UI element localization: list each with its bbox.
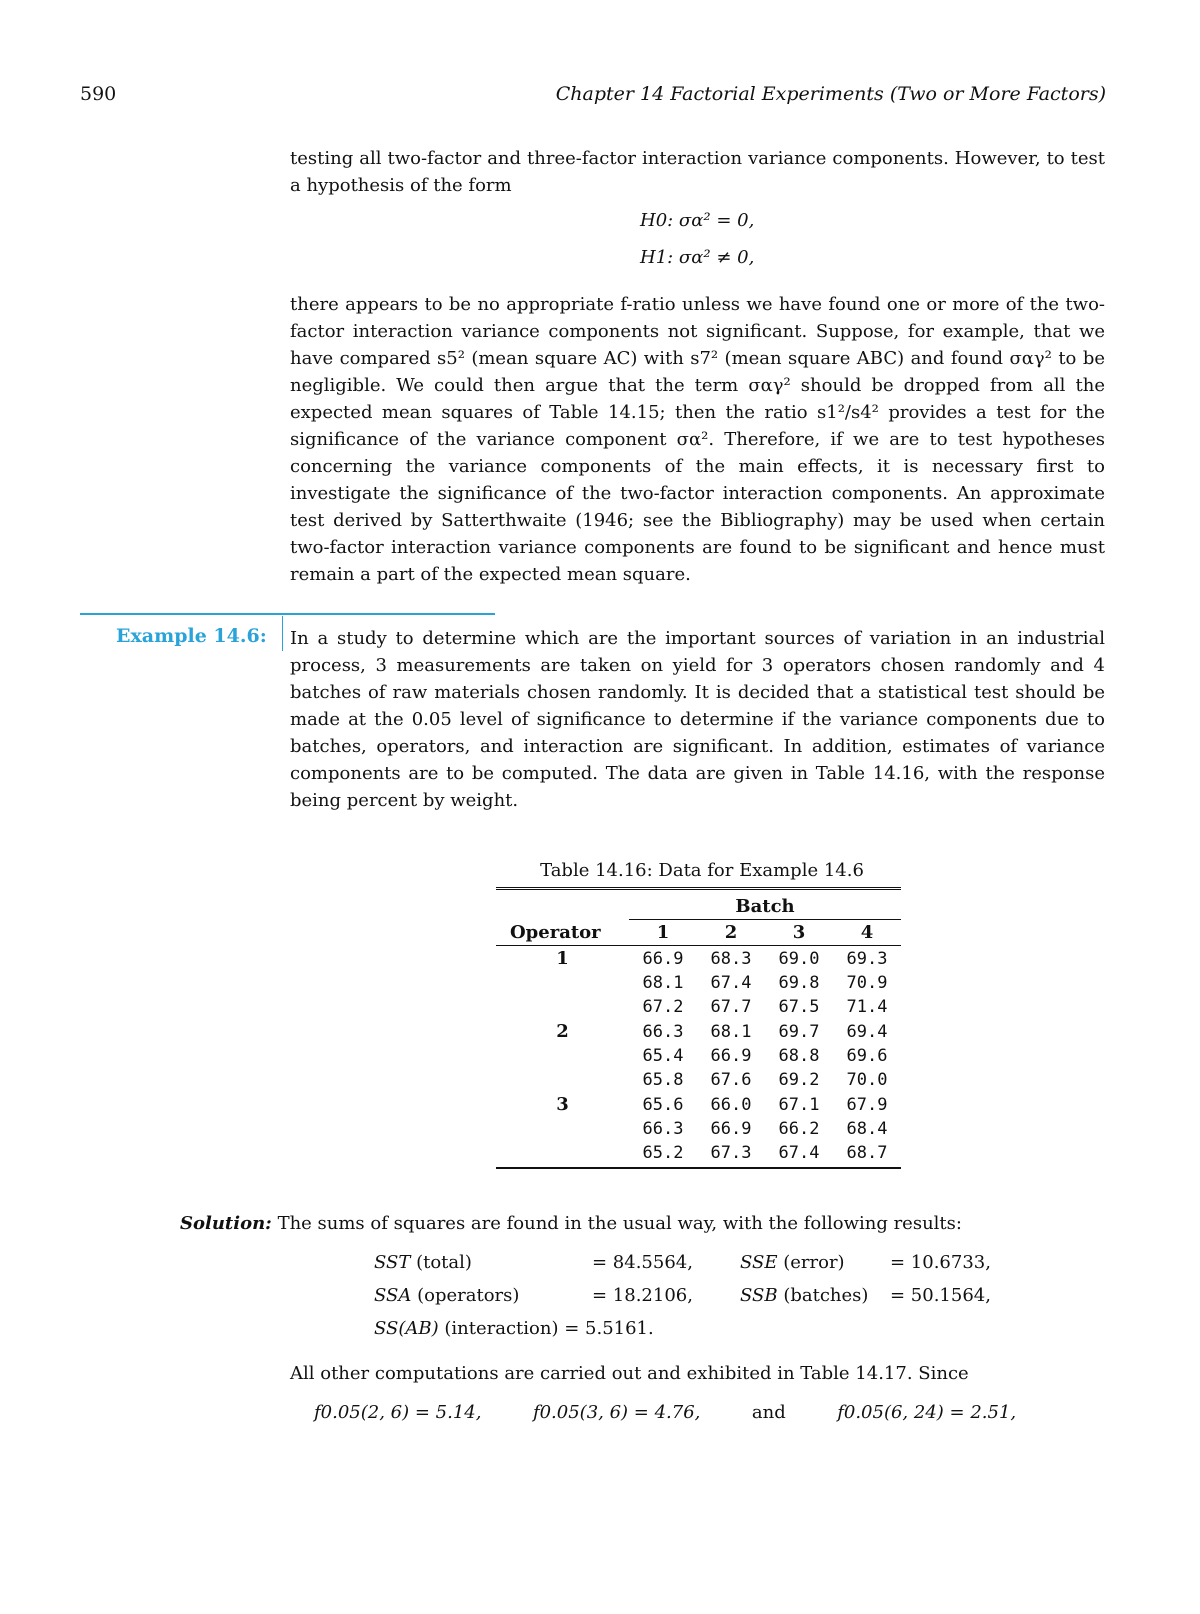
ss-total-desc: (total) <box>416 1252 472 1273</box>
table-cell: 69.4 <box>846 1021 888 1042</box>
ss-total-name: SST <box>374 1252 411 1273</box>
table-cell: 68.7 <box>833 1141 901 1168</box>
table-row <box>496 1068 901 1092</box>
table-cell: 67.4 <box>765 1141 833 1168</box>
ss-error <box>740 1252 845 1273</box>
table-cell: 67.3 <box>697 1141 765 1168</box>
table-cell: 66.2 <box>778 1119 820 1139</box>
ss-operators-value: = 18.2106, <box>592 1285 693 1306</box>
table-cell: 67.9 <box>846 1094 888 1115</box>
table-cell: 69.3 <box>846 948 888 969</box>
table-cell: 68.8 <box>778 1046 820 1066</box>
ss-error-desc: (error) <box>783 1252 845 1273</box>
alternative-hypothesis: H1: σα² ≠ 0, <box>640 247 755 268</box>
f-value-2: f0.05(3, 6) = 4.76, <box>532 1402 701 1423</box>
solution-label: Solution: <box>180 1213 272 1234</box>
table-row <box>496 995 901 1019</box>
table-row <box>496 1044 901 1068</box>
table-cell: 70.9 <box>846 973 888 993</box>
ss-total-value: = 84.5564, <box>592 1252 693 1273</box>
table-cell: 67.4 <box>710 973 752 993</box>
ss-batches <box>740 1285 868 1306</box>
solution-line <box>180 1213 962 1234</box>
variance-paragraph: there appears to be no appropriate f-ratio unless we have found one or more of the two-factor interaction variance components not significant. Suppose, for example, that we have compared s5² (mean square AC) with s7² (mean square ABC) and found σαγ² to be negligible. We could then argue that the term σαγ² should be dropped from all the expected mean squares of Table 14.15; then the ratio s1²/s4² provides a test for the significance of the variance component σα². Therefore, if we are to test hypotheses concerning the variance components of the main effects, it is necessary first to investigate the significance of the two-factor interaction components. An approximate test derived by Satterthwaite (1946; see the Bibliography) may be used when certain two-factor interaction variance components are found to be significant and hence must remain a part of the expected mean square. <box>290 294 1105 585</box>
operator-cell: 3 <box>556 1094 569 1115</box>
table-cell: 66.9 <box>710 1046 752 1066</box>
intro-paragraph: testing all two-factor and three-factor interaction variance components. However, to test a hypothesis of the form <box>290 148 1105 196</box>
table-cell: 66.9 <box>710 1119 752 1139</box>
example-divider <box>80 613 495 615</box>
page-number: 590 <box>80 83 117 105</box>
and-word: and <box>751 1402 786 1423</box>
example-marker-line <box>282 616 283 651</box>
solution-text: The sums of squares are found in the usual way, with the following results: <box>277 1213 962 1234</box>
table-row <box>496 1019 901 1044</box>
f-value-3: f0.05(6, 24) = 2.51, <box>837 1402 1017 1423</box>
table-cell: 65.2 <box>629 1141 697 1168</box>
batch-col-2: 2 <box>697 920 765 946</box>
table-cell: 69.7 <box>778 1021 820 1042</box>
ss-operators <box>374 1285 519 1306</box>
table-row <box>496 971 901 995</box>
table-cell: 69.0 <box>778 948 820 969</box>
table-cell: 67.7 <box>710 997 752 1017</box>
table-caption: Table 14.16: Data for Example 14.6 <box>540 860 864 881</box>
running-head: Chapter 14 Factorial Experiments (Two or More Factors) <box>555 83 1106 105</box>
table-row <box>496 1092 901 1117</box>
table-cell: 71.4 <box>846 997 888 1017</box>
table-row <box>496 1117 901 1141</box>
operator-cell: 1 <box>556 948 569 969</box>
table-cell: 67.2 <box>642 997 684 1017</box>
page-header <box>80 83 1106 111</box>
ss-operators-desc: (operators) <box>417 1285 520 1306</box>
operator-cell <box>496 995 629 1019</box>
ss-error-value: = 10.6733, <box>890 1252 991 1273</box>
table-cell: 70.0 <box>846 1070 888 1090</box>
batch-col-1: 1 <box>629 920 697 946</box>
table-cell: 68.1 <box>710 1021 752 1042</box>
operator-cell <box>496 1068 629 1092</box>
ss-operators-name: SSA <box>374 1285 412 1306</box>
table-cell: 66.3 <box>642 1021 684 1042</box>
table-cell: 66.9 <box>642 948 684 969</box>
ss-batches-name: SSB <box>740 1285 778 1306</box>
batch-col-3: 3 <box>765 920 833 946</box>
ss-batches-desc: (batches) <box>783 1285 869 1306</box>
example-label: Example 14.6: <box>116 625 267 647</box>
table-column-header-row <box>496 920 901 946</box>
operator-cell <box>496 1044 629 1068</box>
table-body <box>496 946 901 1169</box>
table-cell: 69.6 <box>846 1046 888 1066</box>
ss-batches-value: = 50.1564, <box>890 1285 991 1306</box>
ss-interaction-desc: (interaction) <box>444 1318 559 1339</box>
table-cell: 65.6 <box>642 1094 684 1115</box>
table-cell: 67.1 <box>778 1094 820 1115</box>
table-batch-header-row <box>496 894 901 920</box>
operator-cell <box>496 1117 629 1141</box>
f-value-1: f0.05(2, 6) = 5.14, <box>314 1402 482 1423</box>
table-cell: 67.5 <box>778 997 820 1017</box>
table-cell: 66.0 <box>710 1094 752 1115</box>
ss-interaction-value: = 5.5161. <box>564 1318 654 1339</box>
data-table <box>496 887 901 1169</box>
ss-interaction-name: SS(AB) <box>374 1318 439 1339</box>
null-hypothesis: H0: σα² = 0, <box>640 210 755 231</box>
table-cell: 67.6 <box>710 1070 752 1090</box>
operator-header: Operator <box>496 920 629 946</box>
ss-error-name: SSE <box>740 1252 778 1273</box>
table-cell: 68.4 <box>846 1119 888 1139</box>
table-corner <box>496 894 629 920</box>
operator-cell <box>496 1141 629 1168</box>
table-cell: 69.2 <box>778 1070 820 1090</box>
ss-interaction <box>374 1318 654 1339</box>
batch-col-4: 4 <box>833 920 901 946</box>
table-cell: 66.3 <box>642 1119 684 1139</box>
example-text: In a study to determine which are the important sources of variation in an industrial process, 3 measurements are taken on yield for 3 operators chosen randomly and 4 batches of raw materials chosen randomly. It is decided that a statistical test should be made at the 0.05 level of significance to determine if the variance components due to batches, operators, and interaction are significant. In addition, estimates of variance components are to be computed. The data are given in Table 14.16, with the response being percent by weight. <box>290 628 1105 811</box>
ss-total <box>374 1252 472 1273</box>
table-row <box>496 1141 901 1168</box>
table-row <box>496 946 901 972</box>
batch-header: Batch <box>629 894 901 920</box>
operator-cell <box>496 971 629 995</box>
closing-text: All other computations are carried out and exhibited in Table 14.17. Since <box>290 1363 969 1384</box>
table-cell: 65.4 <box>642 1046 684 1066</box>
table-cell: 68.1 <box>642 973 684 993</box>
critical-values <box>314 1402 1016 1423</box>
table-cell: 68.3 <box>710 948 752 969</box>
table-cell: 69.8 <box>778 973 820 993</box>
table-cell: 65.8 <box>642 1070 684 1090</box>
operator-cell: 2 <box>556 1021 569 1042</box>
